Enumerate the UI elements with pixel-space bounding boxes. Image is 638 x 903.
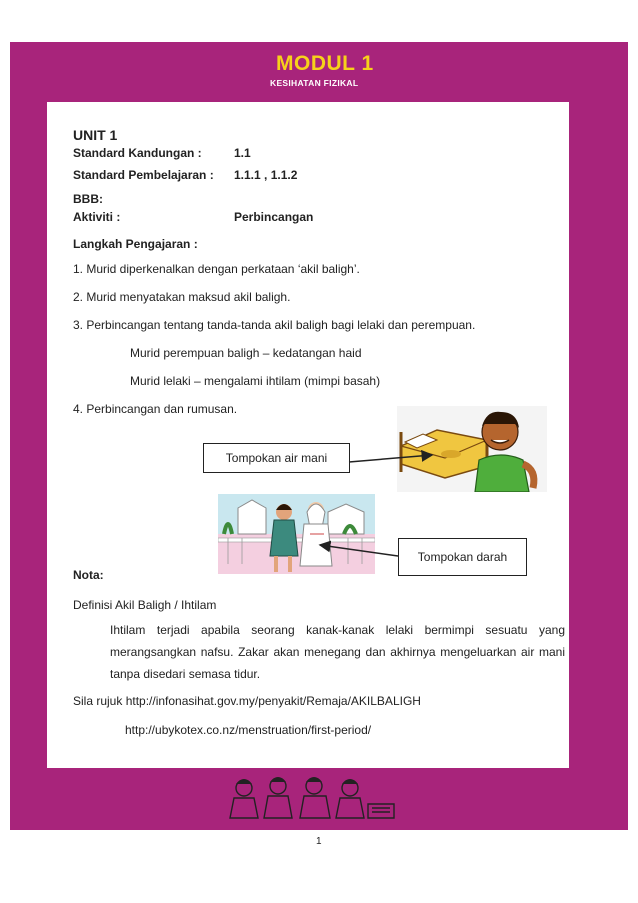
langkah-heading: Langkah Pengajaran : [73, 237, 198, 251]
children-doodle [228, 774, 398, 822]
nota-heading: Nota: [73, 568, 104, 582]
step-2: 2. Murid menyatakan maksud akil baligh. [73, 290, 291, 304]
module-title: MODUL 1 [276, 52, 374, 75]
page-number: 1 [316, 836, 322, 847]
standard-pembelajaran-label: Standard Pembelajaran : [73, 168, 214, 182]
girls-illustration [218, 494, 375, 574]
callout-tompokan-darah: Tompokan darah [398, 538, 527, 576]
callout-tompokan-air-mani: Tompokan air mani [203, 443, 350, 473]
rujuk-link-1[interactable]: Sila rujuk http://infonasihat.gov.my/penyakit/Remaja/AKILBALIGH [73, 694, 421, 708]
definisi-heading: Definisi Akil Baligh / Ihtilam [73, 598, 217, 612]
boy-bed-illustration [397, 406, 547, 492]
sub-point-perempuan: Murid perempuan baligh – kedatangan haid [130, 346, 362, 360]
aktiviti-label: Aktiviti : [73, 210, 121, 224]
sub-point-lelaki: Murid lelaki – mengalami ihtilam (mimpi basah) [130, 374, 381, 388]
step-3: 3. Perbincangan tentang tanda-tanda akil baligh bagi lelaki dan perempuan. [73, 318, 476, 332]
unit-heading: UNIT 1 [73, 127, 118, 143]
standard-kandungan-value: 1.1 [234, 146, 251, 160]
rujuk-link-2[interactable]: http://ubykotex.co.nz/menstruation/first-period/ [125, 723, 372, 737]
definisi-paragraph: Ihtilam terjadi apabila seorang kanak-kanak lelaki bermimpi sesuatu yang merangsangkan nafsu. Zakar akan menegang dan akhirnya mengeluarkan air mani tanpa disedari semasa tidur. [110, 623, 565, 681]
standard-pembelajaran-value: 1.1.1 , 1.1.2 [234, 168, 298, 182]
aktiviti-value: Perbincangan [234, 210, 314, 224]
bbb-label: BBB: [73, 192, 103, 206]
standard-kandungan-label: Standard Kandungan : [73, 146, 202, 160]
step-1: 1. Murid diperkenalkan dengan perkataan ‘akil baligh’. [73, 262, 360, 276]
step-4: 4. Perbincangan dan rumusan. [73, 402, 238, 416]
module-subtitle: KESIHATAN FIZIKAL [270, 78, 359, 88]
